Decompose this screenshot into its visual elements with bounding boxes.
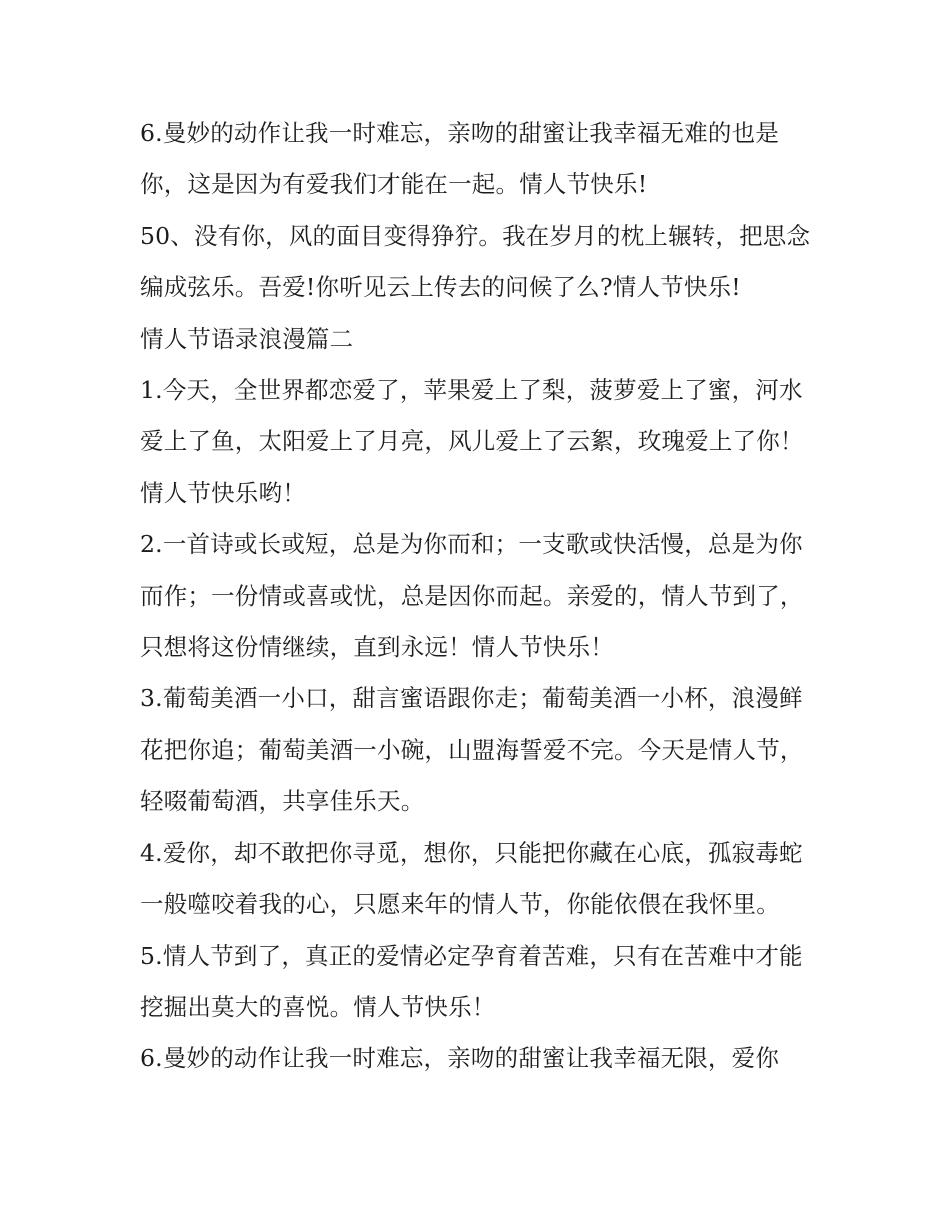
- paragraph-4: 2.一首诗或长或短，总是为你而和；一支歌或快活慢，总是为你而作；一份情或喜或忧，总是因你而起。亲爱的，情人节到了，只想将这份情继续，直到永远！情人节快乐！: [140, 530, 804, 662]
- paragraph-8: 6.曼妙的动作让我一时难忘，亲吻的甜蜜让我幸福无限，爱你: [140, 1044, 780, 1073]
- paragraph-5: 3.葡萄美酒一小口，甜言蜜语跟你走；葡萄美酒一小杯，浪漫鲜花把你追；葡萄美酒一小碗，山盟海誓爱不完。今天是情人节，轻啜葡萄酒，共享佳乐天。: [140, 684, 804, 816]
- paragraph-2: 50、没有你，风的面目变得狰狞。我在岁月的枕上辗转，把思念编成弦乐。吾爱!你听见云上传去的问候了么?情人节快乐!: [140, 221, 811, 302]
- paragraph-7: 5.情人节到了，真正的爱情必定孕育着苦难，只有在苦难中才能挖掘出莫大的喜悦。情人节快乐！: [140, 941, 803, 1021]
- paragraph-1: 6.曼妙的动作让我一时难忘，亲吻的甜蜜让我幸福无难的也是你，这是因为有爱我们才能在一起。情人节快乐!: [140, 119, 780, 199]
- document-body: [140, 108, 812, 1085]
- paragraph-3: 1.今天，全世界都恋爱了，苹果爱上了梨，菠萝爱上了蜜，河水爱上了鱼，太阳爱上了月亮，风儿爱上了云絮，玫瑰爱上了你！情人节快乐哟！: [140, 376, 804, 507]
- paragraph-6: 4.爱你，却不敢把你寻觅，想你，只能把你藏在心底，孤寂毒蛇一般噬咬着我的心，只愿来年的情人节，你能依偎在我怀里。: [140, 838, 803, 919]
- section-heading: 情人节语录浪漫篇二: [140, 324, 354, 353]
